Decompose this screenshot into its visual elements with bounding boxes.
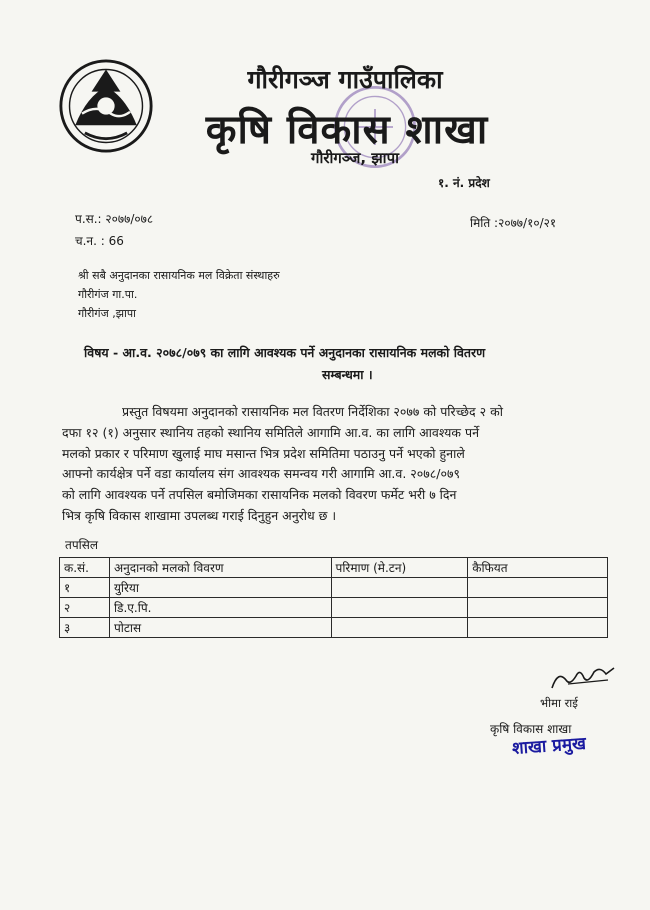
body-line: को लागि आवश्यक पर्ने तपसिल बमोजिमका रासायनिक मलको विवरण फर्मेट भरी ७ दिन (62, 487, 457, 503)
table-cell (331, 578, 468, 598)
municipality-name: गौरीगञ्ज गाउँपालिका (247, 65, 443, 94)
table-cell (468, 618, 608, 638)
table-cell (468, 578, 608, 598)
dispatch-number: च.न. : 66 (75, 234, 124, 248)
body-line: आफ्नो कार्यक्षेत्र पर्ने वडा कार्यालय संग आवश्यक समन्वय गरी आगामि आ.व. २०७८/०७९ (62, 466, 460, 482)
addressee-line-3: गौरीगंज ,झापा (78, 307, 136, 320)
province-label: १. नं. प्रदेश (438, 176, 490, 190)
body-line: प्रस्तुत विषयमा अनुदानको रासायनिक मल वितरण निर्देशिका २०७७ को परिच्छेद २ को (122, 404, 503, 419)
subject-line (84, 342, 624, 386)
column-header: अनुदानको मलको विवरण (109, 558, 331, 578)
letter-number: प.स.: २०७७/०७८ (75, 212, 154, 226)
table-cell (331, 598, 468, 618)
table-cell (468, 598, 608, 618)
letter-date: मिति :२०७७/१०/२१ (470, 216, 557, 230)
table-cell: डि.ए.पि. (109, 598, 331, 618)
table-cell: युरिया (109, 578, 331, 598)
table-row (60, 578, 608, 598)
table-row (60, 598, 608, 618)
fertilizer-schedule-table (59, 557, 608, 638)
table-cell: २ (60, 598, 110, 618)
body-line: मलको प्रकार र परिमाण खुलाई माघ मसान्त भित्र प्रदेश समितिमा पठाउनु पर्ने भएको हुनाले (62, 445, 465, 461)
table-cell (331, 618, 468, 638)
body-line: दफा १२ (१) अनुसार स्थानिय तहको स्थानिय समितिले आगामि आ.व. का लागि आवश्यक पर्ने (62, 424, 480, 440)
table-row (60, 618, 608, 638)
table-cell: पोटास (109, 618, 331, 638)
table-header-row (60, 558, 608, 578)
branch-name: कृषि विकास शाखा (205, 107, 489, 153)
table-cell: ३ (60, 618, 110, 638)
column-header: क.सं. (60, 558, 110, 578)
subject-text-2: सम्बन्धमा । (322, 367, 373, 382)
signatory-office: कृषि विकास शाखा (490, 722, 572, 736)
signatory-name: भीमा राई (540, 696, 578, 710)
letter-body (62, 402, 637, 527)
office-location: गौरीगञ्ज, झापा (311, 149, 399, 167)
handwritten-signature-icon (548, 662, 618, 692)
signatory-title-stamp: शाखा प्रमुख (511, 733, 587, 759)
addressee-line-2: गौरीगंज गा.पा. (78, 288, 138, 301)
body-line: भित्र कृषि विकास शाखामा उपलब्ध गराई दिनुहुन अनुरोध छ । (62, 507, 337, 523)
addressee-line-1: श्री सबै अनुदानका रासायनिक मल विक्रेता संस्थाहरु (78, 269, 280, 282)
subject-text-1: विषय - आ.व. २०७८/०७९ का लागि आवश्यक पर्ने अनुदानका रासायनिक मलको वितरण (84, 345, 486, 360)
schedule-heading: तपसिल (65, 538, 99, 552)
column-header: कैफियत (468, 558, 608, 578)
table-cell: १ (60, 578, 110, 598)
column-header: परिमाण (मे.टन) (331, 558, 468, 578)
